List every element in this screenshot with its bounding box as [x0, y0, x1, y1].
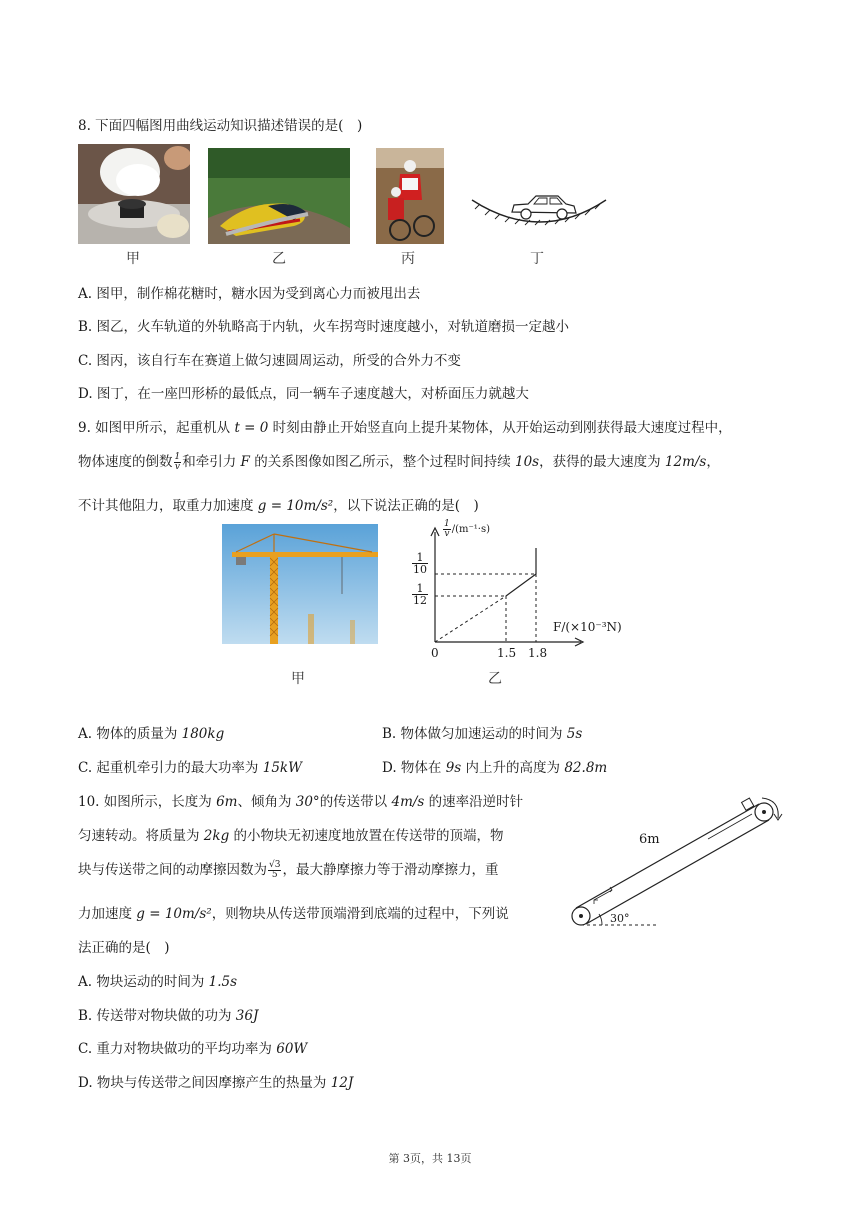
q8-option-d: D. 图丁，在一座凹形桥的最低点，同一辆车子速度越大，对桥面压力就越大 [78, 386, 529, 402]
q10-line-3: 块与传送带之间的动摩擦因数为 $\frac{√3}{5}$ ，最大静摩擦力等于滑动摩擦力，重 [78, 860, 499, 880]
conveyor-belt-diagram [566, 784, 792, 938]
q9-caption-yi: 乙 [488, 671, 502, 687]
fraction-sqrt3-over-5: $\frac{√3}{5}$ [269, 860, 281, 880]
q10-line-4: 力加速度 g = 10m/s²，则物块从传送带顶端滑到底端的过程中，下列说 [78, 906, 509, 922]
q9-line-2: 物体速度的倒数 $\frac{1}{v}$ 和牵引力 F 的关系图像如图乙所示，整个过程时间持续 10s，获得的最大速度为 12m/s， [78, 452, 720, 472]
train-photo [208, 148, 350, 244]
inverse-velocity-force-graph [405, 520, 645, 660]
q10-option-d: D. 物块与传送带之间因摩擦产生的热量为 12J [78, 1075, 354, 1091]
caption-ding: 丁 [530, 251, 544, 267]
belt-angle-label: 30° [610, 912, 630, 925]
x-tick-1-8: 1.8 [528, 646, 548, 660]
q8-stem: 8. 下面四幅图用曲线运动知识描述错误的是( ) [78, 118, 363, 134]
q10-option-a: A. 物块运动的时间为 1.5s [78, 974, 238, 990]
q10-option-b: B. 传送带对物块做的功为 36J [78, 1008, 259, 1024]
belt-length-label: 6m [639, 832, 660, 847]
graph-xlabel: F/(×10⁻³N) [553, 620, 622, 634]
q10-line-5: 法正确的是( ) [78, 940, 170, 956]
q9-line-3: 不计其他阻力，取重力加速度 g = 10m/s²，以下说法正确的是( ) [78, 498, 479, 514]
q9-caption-jia: 甲 [291, 671, 305, 687]
caption-yi: 乙 [272, 251, 286, 267]
caption-bing: 丙 [401, 251, 415, 267]
q8-option-c: C. 图丙，该自行车在赛道上做匀速圆周运动，所受的合外力不变 [78, 353, 461, 369]
graph-ylabel: $\frac{1}{v}$ /(m⁻¹·s) [444, 519, 490, 539]
x-tick-1-5: 1.5 [497, 646, 517, 660]
cyclists-photo [376, 148, 444, 244]
q9-option-b: B. 物体做匀加速运动的时间为 5s [382, 726, 583, 742]
q8-option-a: A. 图甲，制作棉花糖时，糖水因为受到离心力而被甩出去 [78, 286, 421, 302]
q8-option-b: B. 图乙，火车轨道的外轨略高于内轨，火车拐弯时速度越小，对轨道磨损一定越小 [78, 319, 570, 335]
q9-option-c: C. 起重机牵引力的最大功率为 15kW [78, 760, 302, 776]
y-tick-1-over-10: $\frac{1}{10}$ [413, 551, 427, 576]
q10-line-1: 10. 如图所示，长度为 6m、倾角为 30°的传送带以 4m/s 的速率沿逆时针 [78, 794, 524, 810]
caption-jia: 甲 [126, 251, 140, 267]
y-tick-1-over-12: $\frac{1}{12}$ [413, 582, 427, 607]
q9-line-1: 9. 如图甲所示，起重机从 t = 0 时刻由静止开始竖直向上提升某物体，从开始运动到刚获得最大速度过程中， [78, 420, 732, 436]
page-footer: 第 3页，共 13页 [388, 1152, 472, 1165]
fraction-1-over-v: $\frac{1}{v}$ [174, 452, 181, 472]
q10-line-2: 匀速转动。将质量为 2kg 的小物块无初速度地放置在传送带的顶端，物 [78, 828, 504, 844]
crane-photo [222, 524, 378, 644]
q9-option-a: A. 物体的质量为 180kg [78, 726, 225, 742]
cotton-candy-photo [78, 144, 190, 244]
q10-option-c: C. 重力对物块做功的平均功率为 60W [78, 1041, 308, 1057]
concave-bridge-car-drawing [470, 186, 610, 232]
q9-option-d: D. 物体在 9s 内上升的高度为 82.8m [382, 760, 608, 776]
x-tick-0: 0 [431, 646, 439, 660]
